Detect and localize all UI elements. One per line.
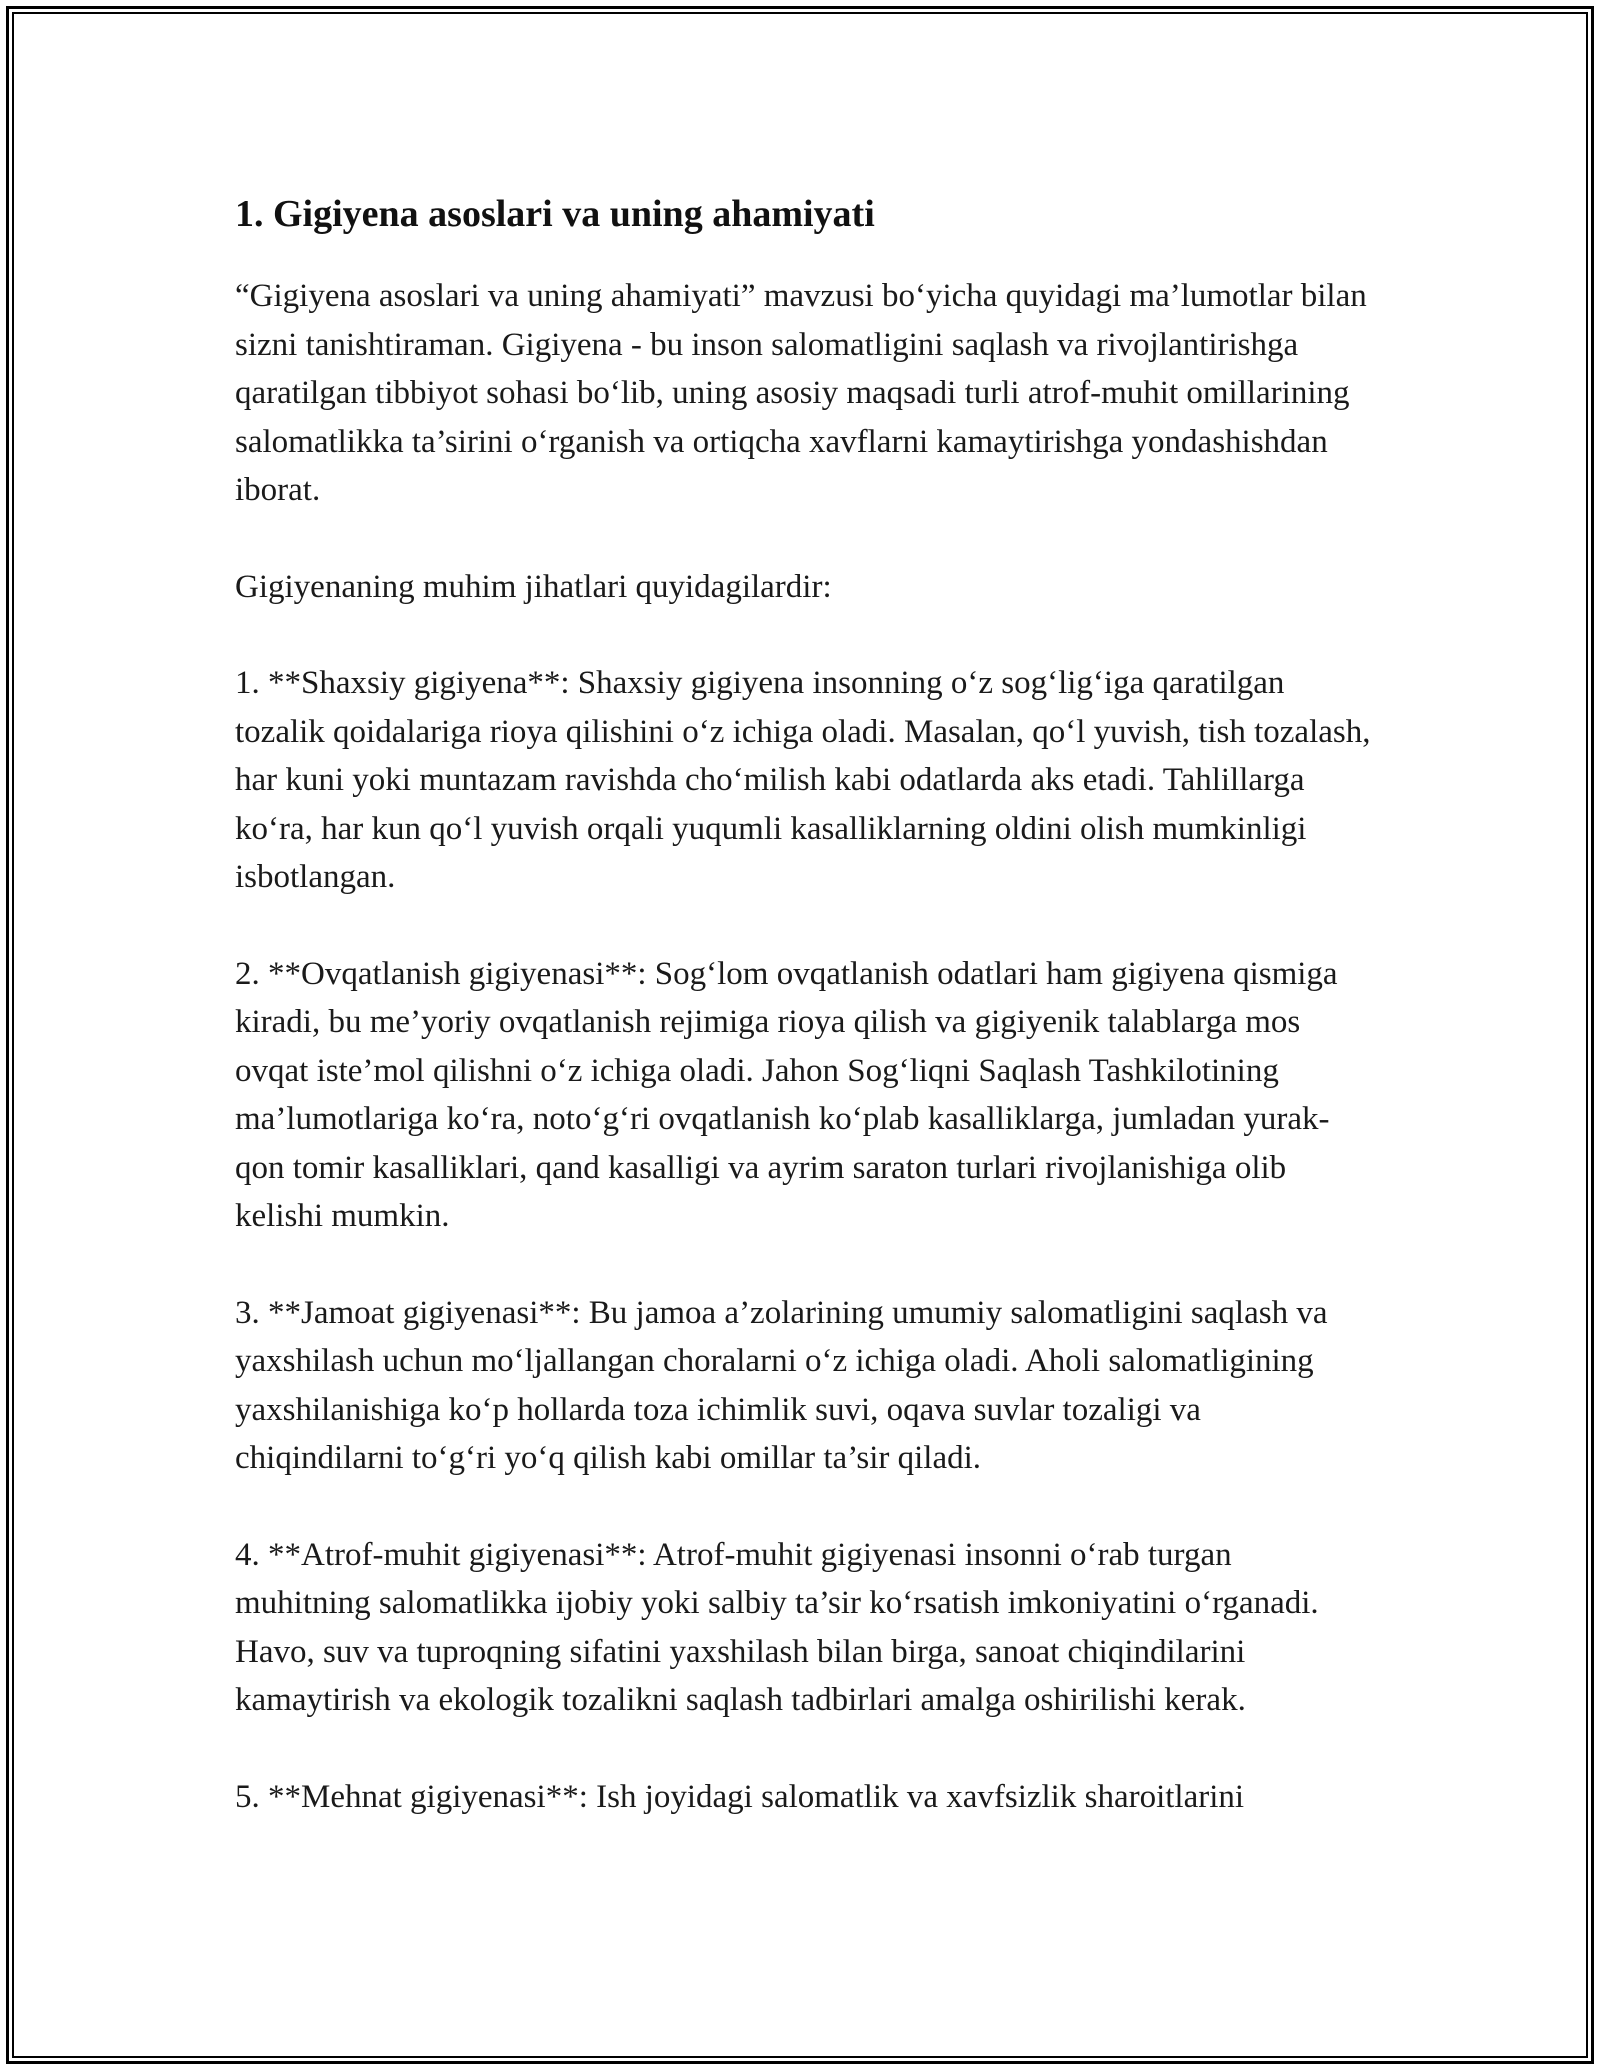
list-item-nutrition-hygiene: 2. **Ovqatlanish gigiyenasi**: Sog‘lom ovqatlanish odatlari ham gigiyena qismiga kiradi, bu me’yoriy ovqatlanish rejimiga rioya qilish va gigiyenik talablarga mos ovqat iste’mol qilishni o‘z ichiga oladi. Jahon Sog‘liqni Saqlash Tashkilotining ma’lumotlariga ko‘ra, noto‘g‘ri ovqatlanish ko‘plab kasalliklarga, jumladan yurak-qon tomir kasalliklari, qand kasalligi va ayrim saraton turlari rivojlanishiga olib kelishi mumkin. — [235, 955, 1338, 1234]
document-title: 1. Gigiyena asoslari va uning ahamiyati — [235, 193, 875, 235]
aspects-intro: Gigiyenaning muhim jihatlari quyidagilardir: — [235, 568, 832, 605]
list-item-occupational-hygiene: 5. **Mehnat gigiyenasi**: Ish joyidagi salomatlik va xavfsizlik sharoitlarini — [235, 1778, 1245, 1815]
intro-paragraph: “Gigiyena asoslari va uning ahamiyati” mavzusi bo‘yicha quyidagi ma’lumotlar bilan sizni tanishtiraman. Gigiyena - bu inson salomatligini saqlash va rivojlantirishga qaratilgan tibbiyot sohasi bo‘lib, uning asosiy maqsadi turli atrof-muhit omillarining salomatlikka ta’sirini o‘rganish va ortiqcha xavflarni kamaytirishga yondashishdan iborat. — [235, 278, 1367, 508]
list-item-personal-hygiene: 1. **Shaxsiy gigiyena**: Shaxsiy gigiyena insonning o‘z sog‘lig‘iga qaratilgan tozalik qoidalariga rioya qilishini o‘z ichiga oladi. Masalan, qo‘l yuvish, tish tozalash, har kuni yoki muntazam ravishda cho‘milish kabi odatlarda aks etadi. Tahlillarga ko‘ra, har kun qo‘l yuvish orqali yuqumli kasalliklarning oldini olish mumkinligi isbotlangan. — [235, 665, 1371, 895]
document-body — [235, 182, 1375, 1869]
list-item-public-hygiene: 3. **Jamoat gigiyenasi**: Bu jamoa a’zolarining umumiy salomatligini saqlash va yaxshilash uchun mo‘ljallangan choralarni o‘z ichiga oladi. Aholi salomatligining yaxshilanishiga ko‘p hollarda toza ichimlik suvi, oqava suvlar tozaligi va chiqindilarni to‘g‘ri yo‘q qilish kabi omillar ta’sir qiladi. — [235, 1294, 1328, 1476]
list-item-environmental-hygiene: 4. **Atrof-muhit gigiyenasi**: Atrof-muhit gigiyenasi insonni o‘rab turgan muhitning salomatlikka ijobiy yoki salbiy ta’sir ko‘rsatish imkoniyatini o‘rganadi. Havo, suv va tuproqning sifatini yaxshilash bilan birga, sanoat chiqindilarini kamaytirish va ekologik tozalikni saqlash tadbirlari amalga oshirilishi kerak. — [235, 1536, 1319, 1718]
